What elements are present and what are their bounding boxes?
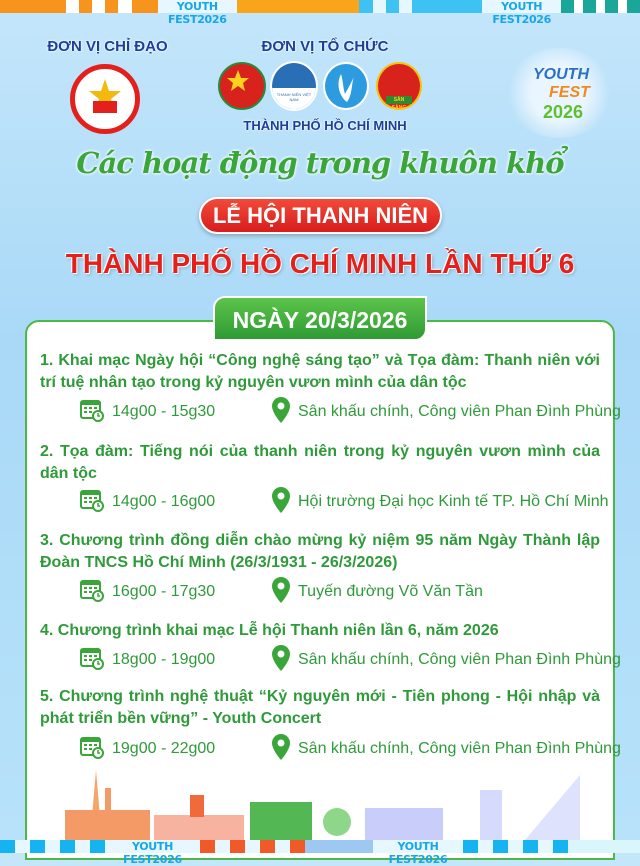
- logo-text: YOUTH: [533, 66, 589, 83]
- event-details-row: [80, 580, 483, 604]
- organizing-city: THÀNH PHỐ HỒ CHÍ MINH: [243, 118, 407, 133]
- location-pin-icon: [272, 645, 290, 676]
- calendar-clock-icon: [80, 578, 104, 607]
- modern-building: [525, 775, 580, 840]
- dome-building: [323, 808, 351, 836]
- event-time: 16g00 - 17g30: [112, 583, 216, 600]
- event-details-row: [80, 490, 609, 514]
- event-location: Tuyến đường Võ Văn Tần: [298, 583, 483, 600]
- event-location: Sân khấu chính, Công viên Phan Đình Phùng: [298, 651, 621, 668]
- bottom-banner-stripe: [0, 840, 640, 866]
- event-details-row: [80, 648, 621, 672]
- event-location: Hội trường Đại học Kinh tế TP. Hồ Chí Minh: [298, 493, 609, 510]
- calendar-clock-icon: [80, 398, 104, 427]
- city-hall-building: [65, 810, 150, 840]
- location-pin-icon: [272, 734, 290, 765]
- event-location: Sân khấu chính, Công viên Phan Đình Phùng: [298, 403, 621, 420]
- water-tower: [480, 790, 502, 840]
- intro-text: Các hoạt động trong khuôn khổ: [76, 146, 564, 180]
- calendar-clock-icon: [80, 488, 104, 517]
- calendar-clock-icon: [80, 735, 104, 764]
- event-title: 1. Khai mạc Ngày hội “Công nghệ sáng tạo” và Tọa đàm: Thanh niên với trí tuệ nhân tạo trong kỷ nguyên vươn mình của dân tộc: [40, 352, 600, 391]
- banner-label: YOUTH FEST2026: [158, 0, 237, 13]
- reunification-palace: [250, 802, 312, 840]
- event-details-row: [80, 400, 621, 424]
- guiding-unit-heading: ĐƠN VỊ CHỈ ĐẠO: [47, 38, 168, 55]
- event-title: 5. Chương trình nghệ thuật “Kỷ nguyên mới - Tiên phong - Hội nhập và phát triển bền vững” - Youth Concert: [40, 688, 600, 727]
- event-time: 18g00 - 19g00: [112, 651, 216, 668]
- banner-label: YOUTH FEST2026: [105, 840, 200, 853]
- youth-union-logo: [218, 62, 266, 110]
- location-pin-icon: [272, 577, 290, 608]
- logo-text: FEST: [549, 84, 590, 101]
- convention-center: [365, 808, 443, 840]
- student-association-logo: [323, 62, 369, 110]
- banner-label: YOUTH FEST2026: [482, 0, 561, 13]
- vietnam-youth-federation-logo: [270, 61, 318, 111]
- young-pioneers-logo: [376, 62, 422, 110]
- event-location: Sân khấu chính, Công viên Phan Đình Phùng: [298, 740, 621, 757]
- event-details-row: [80, 737, 621, 761]
- calendar-clock-icon: [80, 646, 104, 675]
- festival-subtitle: THÀNH PHỐ HỒ CHÍ MINH LẦN THỨ 6: [65, 248, 575, 279]
- banner-label: YOUTH FEST2026: [373, 840, 463, 853]
- event-title: 2. Tọa đàm: Tiếng nói của thanh niên trong kỷ nguyên vươn mình của dân tộc: [40, 443, 600, 482]
- festival-name-pill: LỄ HỘI THANH NIÊN: [199, 197, 442, 234]
- event-title: 3. Chương trình đồng diễn chào mừng kỷ niệm 95 năm Ngày Thành lập Đoàn TNCS Hồ Chí Minh (26/3/1931 - 26/3/2026): [40, 532, 600, 571]
- event-time: 19g00 - 22g00: [112, 740, 216, 757]
- logo-caption: SẴN SÀNG: [386, 96, 412, 104]
- location-pin-icon: [272, 397, 290, 428]
- logo-year: 2026: [543, 102, 584, 122]
- city-party-committee-logo: [70, 64, 140, 134]
- ben-thanh-market: [154, 815, 244, 840]
- youth-fest-logo: [505, 48, 613, 138]
- location-pin-icon: [272, 487, 290, 518]
- city-skyline-illustration: [60, 770, 580, 840]
- organizing-unit-heading: ĐƠN VỊ TỔ CHỨC: [261, 38, 389, 55]
- event-time: 14g00 - 16g00: [112, 493, 216, 510]
- date-badge: NGÀY 20/3/2026: [213, 296, 427, 341]
- top-banner-stripe: [0, 0, 640, 26]
- logo-caption: THANH NIÊN VIỆT NAM: [272, 88, 316, 109]
- event-time: 14g00 - 15g30: [112, 403, 216, 420]
- event-title: 4. Chương trình khai mạc Lễ hội Thanh niên lần 6, năm 2026: [40, 622, 499, 639]
